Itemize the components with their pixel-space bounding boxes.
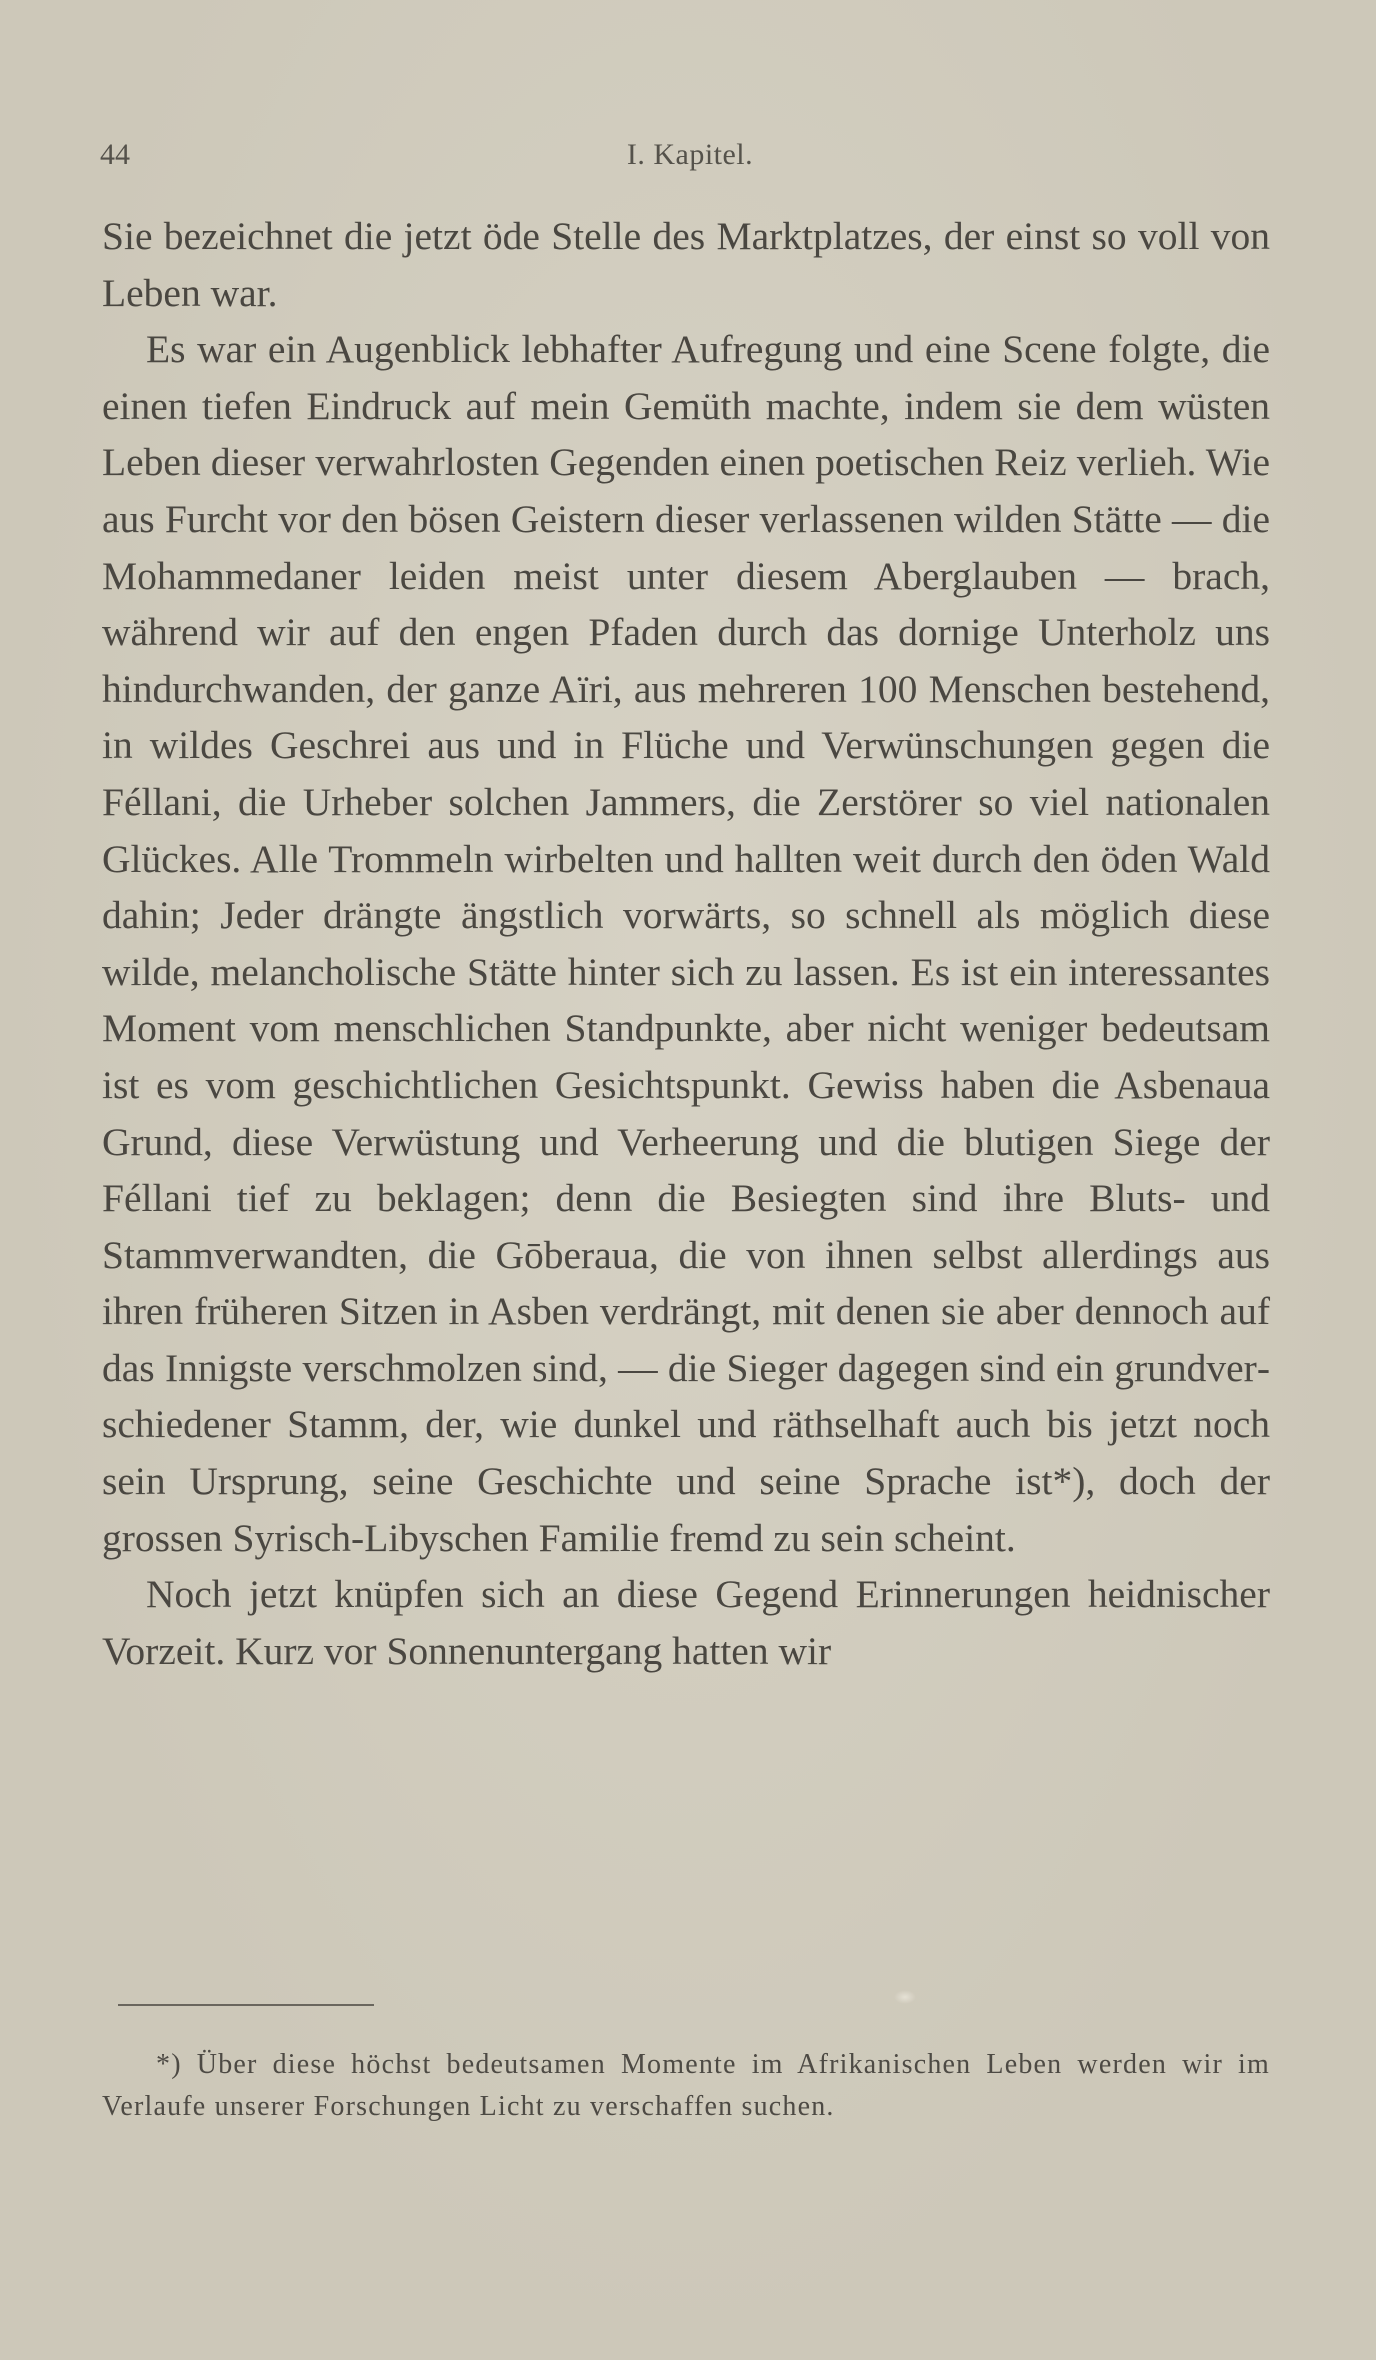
paper-speck [894, 1990, 916, 2004]
footnote: *) Über diese höchst bedeutsamen Momente im Afrikanischen Leben werden wir im Verlaufe unserer Forschungen Licht zu verschaffen suchen. [102, 2049, 1270, 2122]
paragraph-1: Sie bezeichnet die jetzt öde Stelle des Marktplatzes, der einst so voll von Leben war. [102, 214, 1270, 315]
running-head [100, 130, 1280, 180]
paragraph-2: Es war ein Augenblick lebhafter Aufregung und eine Scene folgte, die einen tiefen Eindruck auf mein Gemüth machte, indem sie dem wüsten Leben dieser verwahrlosten Gegenden einen poetischen Reiz verlieh. Wie aus Furcht vor den bösen Geistern dieser verlassenen wilden Stätte — die Mohammedaner leiden meist unter diesem Aberglauben — brach, während wir auf den engen Pfaden durch das dornige Unterholz uns hindurchwanden, der ganze Aïri, aus mehreren 100 Menschen bestehend, in wildes Geschrei aus und in Flüche und Verwünschungen gegen die Féllani, die Urheber solchen Jammers, die Zerstörer so viel nationalen Glückes. Alle Trommeln wirbelten und hallten weit durch den öden Wald dahin; Jeder drängte ängstlich vorwärts, so schnell als möglich diese wilde, melancholische Stätte hinter sich zu lassen. Es ist ein interessantes Moment vom menschlichen Standpunkte, aber nicht weniger bedeutsam ist es vom geschichtlichen Gesichtspunkt. Gewiss haben die Asbenaua Grund, diese Verwüstung und Verheerung und die blutigen Siege der Féllani tief zu beklagen; denn die Besiegten sind ihre Bluts- und Stammverwandten, die Gōberaua, die von ihnen selbst allerdings aus ihren früheren Sitzen in Asben verdrängt, mit denen sie aber dennoch auf das Innigste verschmolzen sind, — die Sieger dagegen sind ein grundverschiedener Stamm, der, wie dunkel und räthselhaft auch bis jetzt noch sein Ursprung, seine Geschichte und seine Sprache ist*), doch der grossen Syrisch-Libyschen Familie fremd zu sein scheint. [102, 327, 1270, 1560]
paragraph-3: Noch jetzt knüpfen sich an diese Gegend Erinnerungen heidnischer Vorzeit. Kurz vor Sonnenuntergang hatten wir [102, 1572, 1270, 1673]
page-number: 44 [100, 138, 130, 171]
chapter-title: I. Kapitel. [626, 138, 754, 171]
body-text [102, 208, 1270, 1679]
footnote-rule [118, 2004, 374, 2006]
